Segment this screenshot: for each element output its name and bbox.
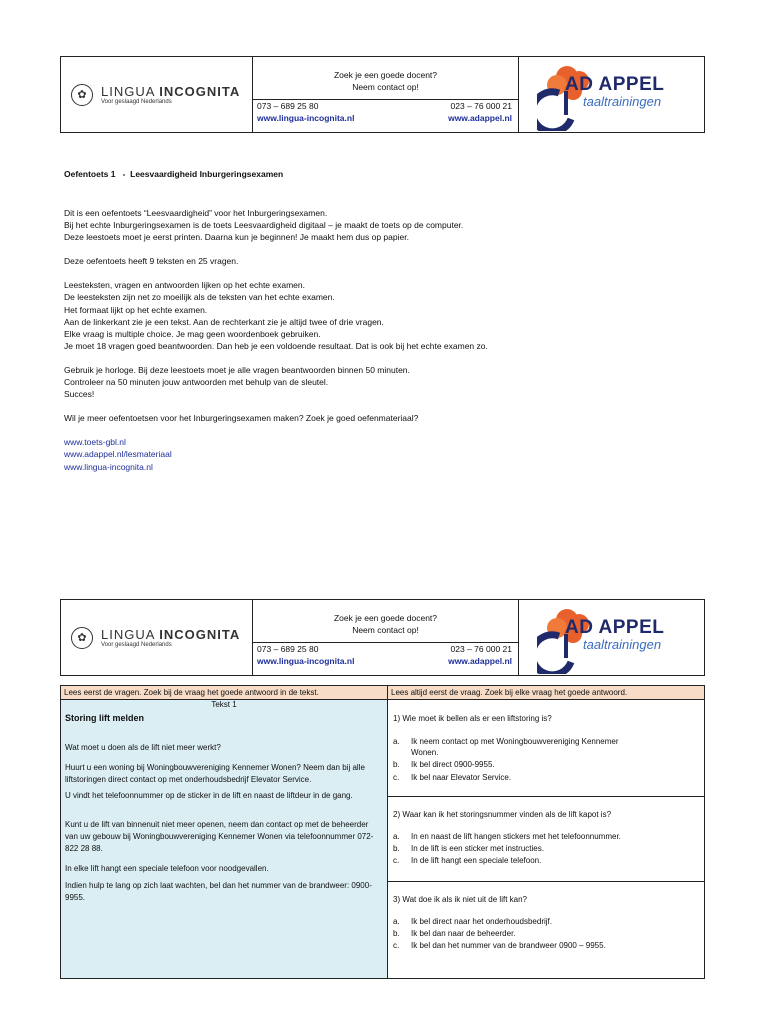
questions-panel bbox=[388, 700, 704, 978]
logo-name-light: LINGUA bbox=[101, 83, 160, 99]
adappel-name: AD APPEL bbox=[565, 617, 665, 638]
intro-line: De leesteksten zijn net zo moeilijk als de teksten van het echte examen. bbox=[64, 292, 335, 303]
answer-option-c[interactable]: c. Ik bel dan het nummer van de brandweer 0900 – 9955. bbox=[393, 941, 606, 950]
intro-line: Elke vraag is multiple choice. Je mag geen woordenboek gebruiken. bbox=[64, 328, 321, 339]
logo-name-bold: INCOGNITA bbox=[159, 626, 241, 642]
page-header bbox=[60, 56, 705, 133]
intro-line bbox=[64, 400, 488, 412]
phone-right: 023 – 76 000 21 bbox=[450, 101, 512, 111]
answer-option-c[interactable]: c. Ik bel naar Elevator Service. bbox=[393, 773, 512, 782]
intro-line: Leesteksten, vragen en antwoorden lijken op het echte examen. bbox=[64, 280, 305, 291]
text-title: Storing lift melden bbox=[65, 713, 145, 723]
intro-line: Dit is een oefentoets “Leesvaardigheid” voor het Inburgeringsexamen. bbox=[64, 208, 328, 218]
text-paragraph: In elke lift hangt een speciale telefoon voor noodgevallen. bbox=[65, 864, 269, 873]
website-link-left[interactable]: www.lingua-incognita.nl bbox=[257, 113, 355, 123]
answer-option-b[interactable]: b. Ik bel dan naar de beheerder. bbox=[393, 929, 516, 938]
adappel-sub: taaltrainingen bbox=[583, 637, 662, 652]
ad-appel-logo bbox=[519, 57, 704, 132]
website-link-right[interactable]: www.adappel.nl bbox=[448, 113, 512, 123]
phone-left: 073 – 689 25 80 bbox=[257, 644, 319, 654]
logo-name-bold: INCOGNITA bbox=[159, 83, 241, 99]
contact-box bbox=[253, 57, 519, 132]
question-block-3 bbox=[388, 882, 704, 978]
question-text: 1) Wie moet ik bellen als er een liftstoring is? bbox=[393, 714, 552, 723]
logo-tagline: Voor geslaagd Nederlands bbox=[101, 98, 172, 105]
logo-tagline: Voor geslaagd Nederlands bbox=[101, 641, 172, 648]
lingua-incognita-logo bbox=[61, 600, 253, 675]
answer-option-b[interactable]: b. In de lift is een sticker met instructies. bbox=[393, 844, 544, 853]
question-block-1 bbox=[388, 700, 704, 797]
intro-line bbox=[64, 243, 488, 255]
tulip-icon: ✿ bbox=[71, 627, 93, 649]
intro-line: Controleer na 50 minuten jouw antwoorden met behulp van de sleutel. bbox=[64, 377, 329, 388]
tulip-icon: ✿ bbox=[71, 84, 93, 106]
intro-title: Oefentoets 1 - Leesvaardigheid Inburgeringsexamen bbox=[64, 169, 284, 179]
intro-line: Het formaat lijkt op het echte examen. bbox=[64, 304, 208, 315]
ad-appel-logo bbox=[519, 600, 704, 675]
page-header-2 bbox=[60, 599, 705, 676]
lingua-incognita-logo bbox=[61, 57, 253, 132]
answer-option-a[interactable]: a. Ik bel direct naar het onderhoudsbedrijf. bbox=[393, 917, 552, 926]
answer-option-c[interactable]: c. In de lift hangt een speciale telefoon. bbox=[393, 856, 542, 865]
answer-option-b[interactable]: b. Ik bel direct 0900-9955. bbox=[393, 760, 495, 769]
left-instruction: Lees eerst de vragen. Zoek bij de vraag het goede antwoord in de tekst. bbox=[61, 686, 388, 700]
text-paragraph: Kunt u de lift van binnenuit niet meer openen, neem dan contact op met de beheerder van uw gebouw bij Woningbouwvereniging Kennemer Wonen via telefoonnummer 072-822 28 88. bbox=[65, 820, 374, 853]
exercise-table bbox=[60, 685, 705, 979]
intro-line: Gebruik je horloge. Bij deze leestoets moet je alle vragen beantwoorden binnen 50 minuten. bbox=[64, 364, 410, 375]
text-paragraph: Huurt u een woning bij Woningbouwvereniging Kennemer Wonen? Neem dan bij alle liftstoringen direct contact op met onderhoudsbedrijf Elevator Service. bbox=[65, 763, 365, 784]
text-paragraph: U vindt het telefoonnummer op de sticker in de lift en naast de liftdeur in de gang. bbox=[65, 791, 353, 800]
adappel-name: AD APPEL bbox=[565, 74, 665, 95]
right-instruction: Lees altijd eerst de vraag. Zoek bij elke vraag het goede antwoord. bbox=[388, 686, 704, 700]
intro-line bbox=[64, 267, 488, 279]
question-block-2 bbox=[388, 797, 704, 882]
link-toets-gbl[interactable]: www.toets-gbl.nl bbox=[64, 437, 126, 448]
logo-name-light: LINGUA bbox=[101, 626, 160, 642]
contact-line1: Zoek je een goede docent? bbox=[333, 70, 438, 80]
intro-body bbox=[64, 207, 488, 473]
question-text: 2) Waar kan ik het storingsnummer vinden als de lift kapot is? bbox=[393, 810, 612, 819]
intro-line: Succes! bbox=[64, 389, 95, 400]
website-link-left[interactable]: www.lingua-incognita.nl bbox=[257, 656, 355, 666]
reading-text-panel bbox=[61, 700, 388, 978]
contact-box bbox=[253, 600, 519, 675]
text-paragraph: Wat moet u doen als de lift niet meer werkt? bbox=[65, 743, 221, 752]
phone-right: 023 – 76 000 21 bbox=[450, 644, 512, 654]
link-adappel-lesmateriaal[interactable]: www.adappel.nl/lesmateriaal bbox=[64, 449, 172, 460]
intro-line bbox=[64, 352, 488, 364]
text-paragraph: Indien hulp te lang op zich laat wachten, bel dan het nummer van de brandweer: 0900-9955. bbox=[65, 881, 372, 902]
link-lingua-incognita[interactable]: www.lingua-incognita.nl bbox=[64, 461, 153, 472]
adappel-sub: taaltrainingen bbox=[583, 94, 662, 109]
answer-option-a[interactable]: a. Ik neem contact op met Woningbouwvereniging Kennemer bbox=[393, 737, 619, 746]
intro-line: Aan de linkerkant zie je een tekst. Aan de rechterkant zie je altijd twee of drie vragen. bbox=[64, 316, 384, 327]
intro-line: Deze oefentoets heeft 9 teksten en 25 vragen. bbox=[64, 256, 239, 267]
intro-line: Bij het echte Inburgeringsexamen is de toets Leesvaardigheid digitaal – je maakt de toets op de computer. bbox=[64, 220, 464, 231]
contact-line2: Neem contact op! bbox=[352, 82, 419, 92]
answer-option-a-cont: Wonen. bbox=[411, 748, 439, 757]
answer-option-a[interactable]: a. In en naast de lift hangen stickers met het telefoonnummer. bbox=[393, 832, 621, 841]
intro-line: Je moet 18 vragen goed beantwoorden. Dan heb je een voldoende resultaat. Dat is ook bij het echte examen zo. bbox=[64, 340, 488, 351]
contact-line2: Neem contact op! bbox=[352, 625, 419, 635]
question-text: 3) Wat doe ik als ik niet uit de lift kan? bbox=[393, 895, 527, 904]
intro-line: Wil je meer oefentoetsen voor het Inburgeringsexamen maken? Zoek je goed oefenmateriaal? bbox=[64, 413, 419, 424]
phone-left: 073 – 689 25 80 bbox=[257, 101, 319, 111]
intro-line: Deze leestoets moet je eerst printen. Daarna kun je beginnen! Je maakt hem dus op papier. bbox=[64, 232, 409, 243]
website-link-right[interactable]: www.adappel.nl bbox=[448, 656, 512, 666]
contact-line1: Zoek je een goede docent? bbox=[333, 613, 438, 623]
text-label: Tekst 1 bbox=[211, 700, 237, 709]
